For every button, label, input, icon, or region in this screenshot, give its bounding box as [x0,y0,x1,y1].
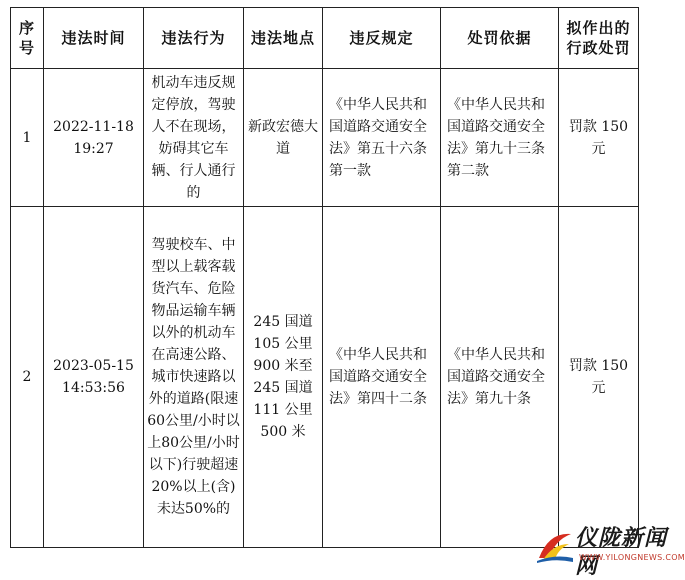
penalty-basis-text: 《中华人民共和国道路交通安全法》第九十三条第二款 [447,96,545,179]
header-proposed-penalty: 拟作出的行政处罚 [559,8,639,69]
header-violation-behavior: 违法行为 [144,8,244,69]
violated-rule-text: 《中华人民共和国道路交通安全法》第五十六条第一款 [329,96,427,179]
watermark-url-text: WWW.YILONGNEWS.COM [579,553,685,562]
table-row [11,207,639,548]
table-header-row [11,8,639,69]
violation-time-text: 2023-05-15 14:53:56 [53,358,134,396]
cell-serial-number: 1 [11,69,44,207]
cell-penalty-basis [441,207,559,548]
violation-location-text: 新政宏德大道 [248,118,318,157]
header-violation-time: 违法时间 [44,8,144,69]
cell-proposed-penalty [559,69,639,207]
violated-rule-text: 《中华人民共和国道路交通安全法》第四十二条 [329,347,427,407]
violation-location-text: 245 国道 105 公里 900 米至 245 国道 111 公里 500 米 [253,314,313,440]
cell-violation-location [244,69,323,207]
header-penalty-basis: 处罚依据 [441,8,559,69]
penalty-notice-table [10,7,639,548]
proposed-penalty-text: 罚款 150 元 [568,118,629,157]
penalty-basis-text: 《中华人民共和国道路交通安全法》第九十条 [447,347,545,407]
cell-violation-time [44,69,144,207]
watermark-brand-text: 仪陇新闻网 [575,525,668,579]
proposed-penalty-text: 罚款 150 元 [568,358,629,396]
header-violation-location: 违法地点 [244,8,323,69]
cell-violated-rule [323,207,441,548]
header-serial-number: 序号 [11,8,44,69]
cell-violation-time [44,207,144,548]
violation-time-text: 2022-11-18 19:27 [53,118,134,157]
cell-violated-rule [323,69,441,207]
site-watermark-logo [535,524,685,579]
cell-violation-behavior [144,69,244,207]
header-violated-rule: 违反规定 [323,8,441,69]
violation-behavior-text: 机动车违反规定停放，驾驶人不在现场，妨碍其它车辆、行人通行的 [151,74,236,201]
cell-penalty-basis [441,69,559,207]
violation-behavior-text: 驾驶校车、中型以上载客载货汽车、危险物品运输车辆以外的机动车在高速公路、城市快速路以外的道路(限速60公里/小时以上80公里/小时以下)行驶超速20%以上(含)未达50%的 [147,237,240,517]
cell-serial-number: 2 [11,207,44,548]
cell-proposed-penalty [559,207,639,548]
table-row [11,69,639,207]
yilong-news-logo-icon [535,528,575,564]
cell-violation-location [244,207,323,548]
cell-violation-behavior [144,207,244,548]
